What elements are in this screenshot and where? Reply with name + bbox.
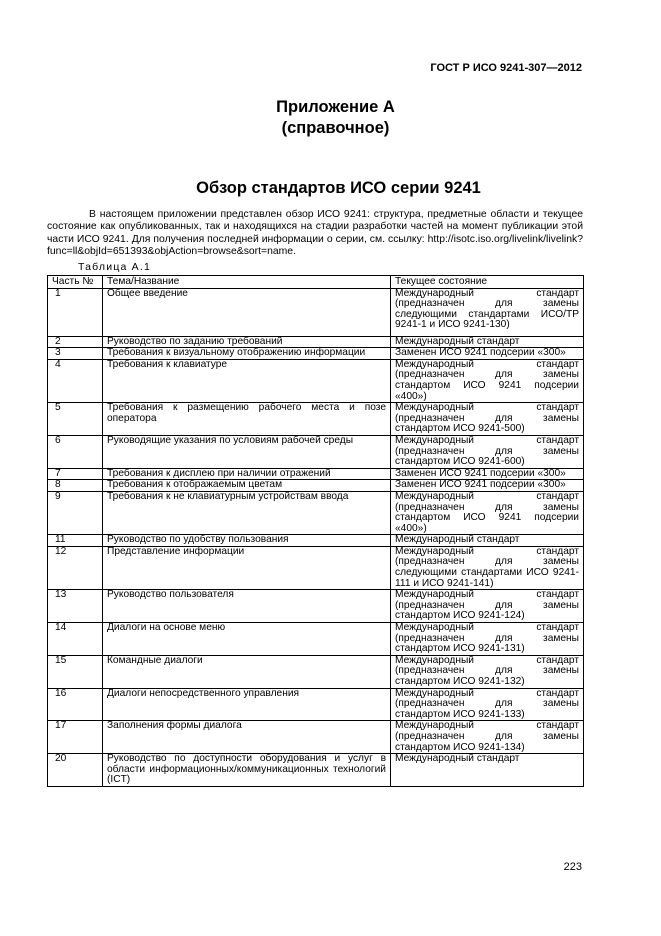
table-row bbox=[48, 336, 584, 348]
table-row bbox=[48, 655, 584, 688]
cell-state: Заменен ИСО 9241 подсерии «300» bbox=[391, 468, 584, 480]
header-topic: Тема/Название bbox=[103, 276, 391, 289]
cell-part: 4 bbox=[48, 359, 103, 402]
table-row bbox=[48, 535, 584, 547]
cell-state: Международный стандарт (предназначен для замены стандартом ИСО 9241-131) bbox=[391, 623, 584, 656]
table-row bbox=[48, 754, 584, 787]
table-row bbox=[48, 403, 584, 436]
cell-part: 7 bbox=[48, 468, 103, 480]
table-row bbox=[48, 623, 584, 656]
table-row bbox=[48, 491, 584, 534]
intro-text: В настоящем приложении представлен обзор ИСО 9241: структура, предметные области и текущее состояние как опубликованных, так и находящихся на стадии разработки частей на момент публикации этой части ИСО 9241. Для получения последней информации о серии, см. ссылку: http://isotc.iso.org/livelink/livelink?func=ll&objId=651393&objAction=browse&sort=name. bbox=[47, 209, 583, 257]
cell-part: 8 bbox=[48, 480, 103, 492]
cell-part: 1 bbox=[48, 288, 103, 336]
cell-state: Заменен ИСО 9241 подсерии «300» bbox=[391, 480, 584, 492]
cell-state: Международный стандарт (предназначен для замены следующими стандартами ИСО/ТР 9241-1 и ИСО 9241-130) bbox=[391, 288, 584, 336]
table-row bbox=[48, 546, 584, 589]
cell-part: 3 bbox=[48, 348, 103, 360]
cell-part: 17 bbox=[48, 721, 103, 754]
standards-table bbox=[47, 275, 584, 787]
cell-part: 20 bbox=[48, 754, 103, 787]
cell-topic: Требования к не клавиатурным устройствам ввода bbox=[103, 491, 391, 534]
cell-topic: Руководящие указания по условиям рабочей среды bbox=[103, 435, 391, 468]
header-part: Часть № bbox=[48, 276, 103, 289]
cell-topic: Руководство пользователя bbox=[103, 590, 391, 623]
table-row bbox=[48, 590, 584, 623]
cell-state: Международный стандарт (предназначен для замены следующими стандартами ИСО 9241-111 и ИСО 9241-141) bbox=[391, 546, 584, 589]
cell-state: Международный стандарт (предназначен для замены стандартом ИСО 9241-134) bbox=[391, 721, 584, 754]
cell-state: Международный стандарт bbox=[391, 535, 584, 547]
cell-topic: Диалоги непосредственного управления bbox=[103, 688, 391, 721]
cell-topic: Общее введение bbox=[103, 288, 391, 336]
cell-part: 6 bbox=[48, 435, 103, 468]
cell-topic: Руководство по заданию требований bbox=[103, 336, 391, 348]
cell-part: 11 bbox=[48, 535, 103, 547]
cell-state: Заменен ИСО 9241 подсерии «300» bbox=[391, 348, 584, 360]
cell-topic: Требования к визуальному отображению информации bbox=[103, 348, 391, 360]
table-header-row bbox=[48, 276, 584, 289]
table-row bbox=[48, 688, 584, 721]
cell-state: Международный стандарт (предназначен для замены стандартом ИСО 9241-500) bbox=[391, 403, 584, 436]
cell-state: Международный стандарт bbox=[391, 754, 584, 787]
table-row bbox=[48, 359, 584, 402]
table-row bbox=[48, 348, 584, 360]
cell-part: 13 bbox=[48, 590, 103, 623]
cell-part: 15 bbox=[48, 655, 103, 688]
cell-state: Международный стандарт (предназначен для замены стандартом ИСО 9241-132) bbox=[391, 655, 584, 688]
cell-part: 14 bbox=[48, 623, 103, 656]
appendix-heading bbox=[0, 97, 661, 139]
cell-state: Международный стандарт (предназначен для замены стандартом ИСО 9241-133) bbox=[391, 688, 584, 721]
cell-topic: Требования к размещению рабочего места и позе оператора bbox=[103, 403, 391, 436]
cell-part: 5 bbox=[48, 403, 103, 436]
table-row bbox=[48, 288, 584, 336]
cell-topic: Руководство по доступности оборудования и услуг в области информационных/коммуникационных технологий (ICT) bbox=[103, 754, 391, 787]
header-state: Текущее состояние bbox=[391, 276, 584, 289]
cell-part: 12 bbox=[48, 546, 103, 589]
section-title: Обзор стандартов ИСО серии 9241 bbox=[196, 179, 481, 197]
cell-topic: Руководство по удобству пользования bbox=[103, 535, 391, 547]
document-code: ГОСТ Р ИСО 9241-307—2012 bbox=[430, 62, 582, 74]
cell-topic: Требования к отображаемым цветам bbox=[103, 480, 391, 492]
cell-state: Международный стандарт (предназначен для замены стандартом ИСО 9241-600) bbox=[391, 435, 584, 468]
cell-topic: Требования к дисплею при наличии отражений bbox=[103, 468, 391, 480]
table-row bbox=[48, 480, 584, 492]
cell-state: Международный стандарт (предназначен для замены стандартом ИСО 9241 подсерии «400») bbox=[391, 491, 584, 534]
cell-topic: Диалоги на основе меню bbox=[103, 623, 391, 656]
appendix-title: Приложение А bbox=[276, 98, 395, 116]
cell-state: Международный стандарт (предназначен для замены стандартом ИСО 9241 подсерии «400») bbox=[391, 359, 584, 402]
cell-state: Международный стандарт (предназначен для замены стандартом ИСО 9241-124) bbox=[391, 590, 584, 623]
cell-part: 16 bbox=[48, 688, 103, 721]
cell-topic: Представление информации bbox=[103, 546, 391, 589]
intro-paragraph bbox=[47, 209, 583, 258]
table-row bbox=[48, 721, 584, 754]
table-caption: Таблица А.1 bbox=[78, 261, 152, 273]
cell-part: 9 bbox=[48, 491, 103, 534]
appendix-subtitle: (справочное) bbox=[281, 119, 390, 137]
cell-topic: Требования к клавиатуре bbox=[103, 359, 391, 402]
table-row bbox=[48, 435, 584, 468]
cell-state: Международный стандарт bbox=[391, 336, 584, 348]
cell-topic: Командные диалоги bbox=[103, 655, 391, 688]
cell-topic: Заполнения формы диалога bbox=[103, 721, 391, 754]
cell-part: 2 bbox=[48, 336, 103, 348]
page-number: 223 bbox=[563, 861, 582, 873]
